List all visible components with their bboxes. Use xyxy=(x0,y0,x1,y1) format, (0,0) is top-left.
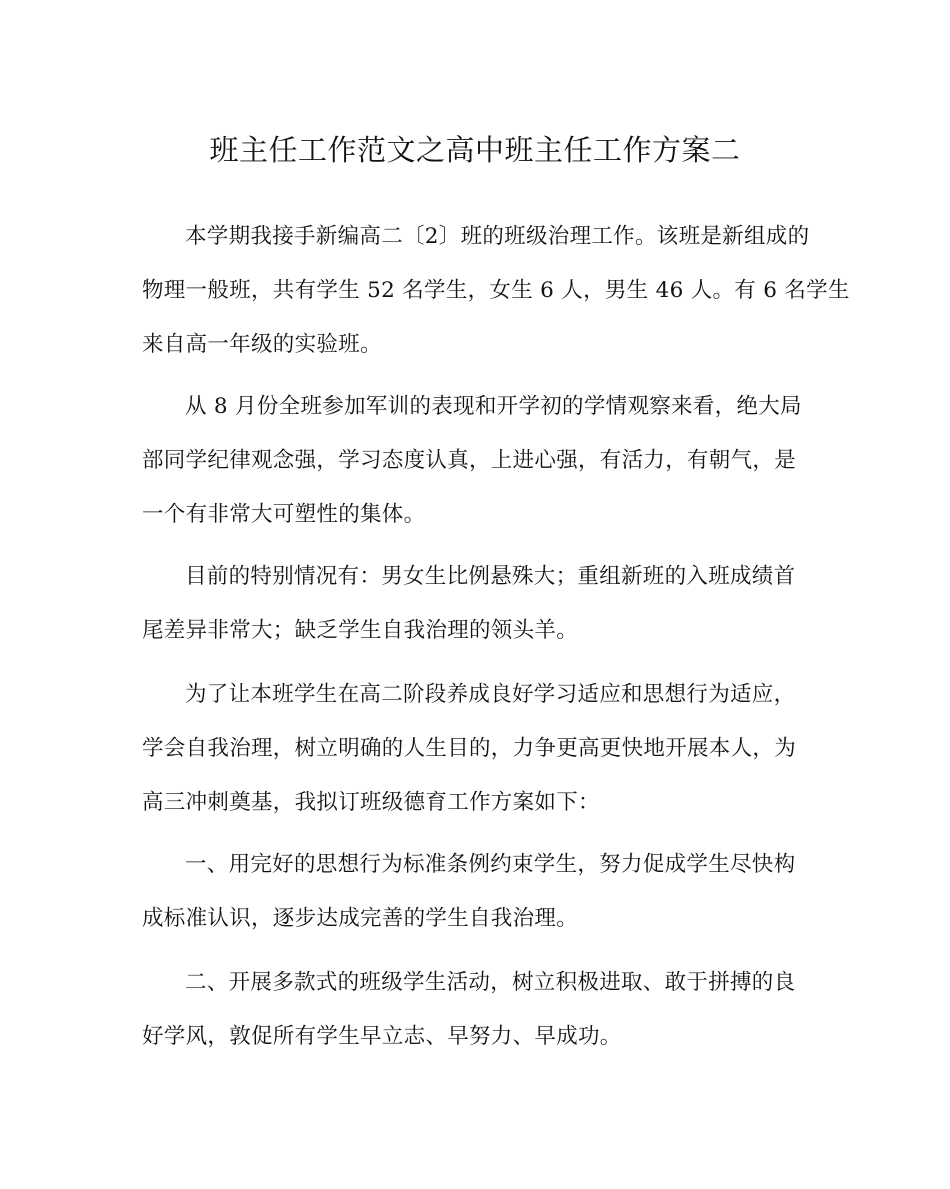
paragraph-2 xyxy=(142,380,817,542)
paragraph-6 xyxy=(142,956,817,1064)
paragraph-line: 来自高一年级的实验班。 xyxy=(142,332,382,357)
paragraph-line: 二、开展多款式的班级学生活动，树立积极进取、敢于拼搏的良 xyxy=(185,970,796,995)
paragraph-line: 一个有非常大可塑性的集体。 xyxy=(142,502,426,527)
paragraph-line: 学会自我治理，树立明确的人生目的，力争更高更快地开展本人，为 xyxy=(142,736,797,761)
paragraph-line: 尾差异非常大；缺乏学生自我治理的领头羊。 xyxy=(142,618,579,643)
paragraph-line: 成标准认识，逐步达成完善的学生自我治理。 xyxy=(142,906,579,931)
paragraph-3 xyxy=(142,550,817,658)
paragraph-line: 目前的特别情况有：男女生比例悬殊大；重组新班的入班成绩首 xyxy=(185,564,796,589)
paragraph-line: 从 8 月份全班参加军训的表现和开学初的学情观察来看，绝大局 xyxy=(185,394,802,419)
paragraph-line: 一、用完好的思想行为标准条例约束学生，努力促成学生尽快构 xyxy=(185,852,796,877)
paragraph-line: 高三冲刺奠基，我拟订班级德育工作方案如下： xyxy=(142,790,600,815)
paragraph-line: 为了让本班学生在高二阶段养成良好学习适应和思想行为适应， xyxy=(185,682,796,707)
paragraph-line: 本学期我接手新编高二〔2〕班的班级治理工作。该班是新组成的 xyxy=(185,224,810,249)
paragraph-1 xyxy=(142,210,850,372)
document-title: 班主任工作范文之高中班主任工作方案二 xyxy=(209,133,741,167)
paragraph-line: 好学风，敦促所有学生早立志、早努力、早成功。 xyxy=(142,1024,622,1049)
paragraph-line: 部同学纪律观念强，学习态度认真，上进心强，有活力，有朝气，是 xyxy=(142,448,797,473)
paragraph-line: 物理一般班，共有学生 52 名学生，女生 6 人，男生 46 人。有 6 名学生 xyxy=(142,278,850,303)
paragraph-5 xyxy=(142,838,817,946)
paragraph-4 xyxy=(142,668,817,830)
